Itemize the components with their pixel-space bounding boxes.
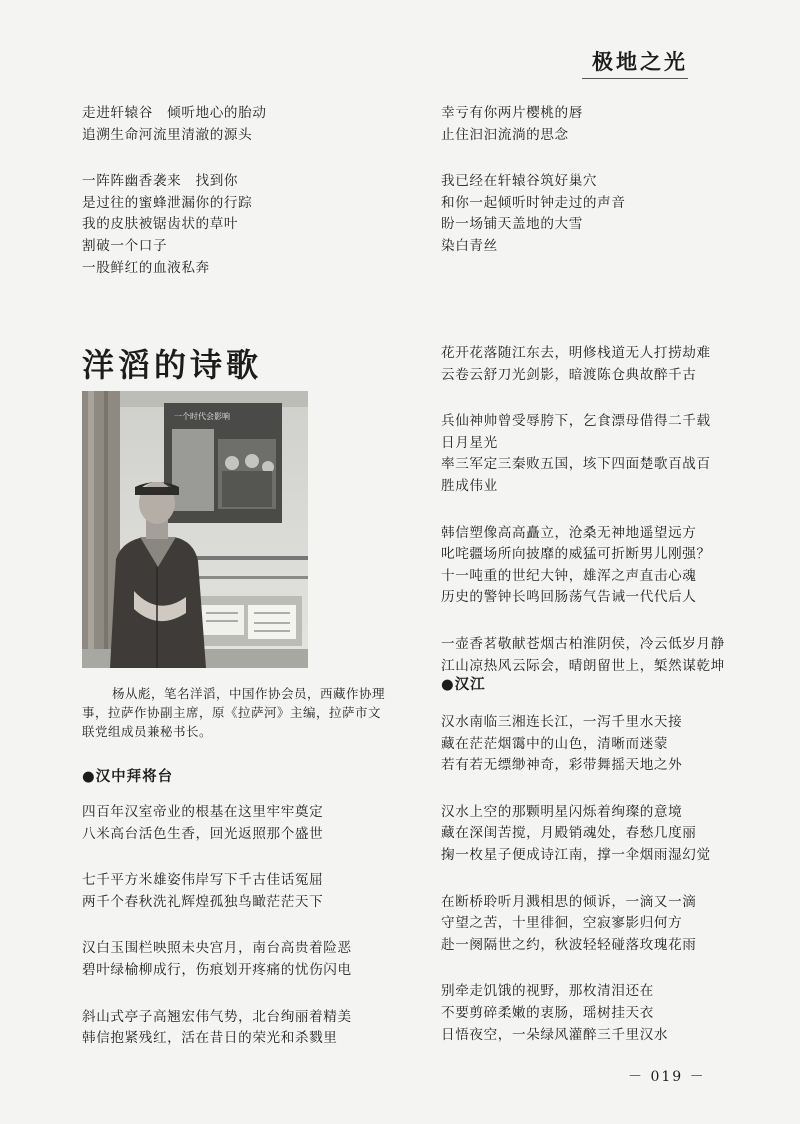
poem-line: 走进轩辕谷 倾听地心的胎动 — [82, 105, 267, 121]
poem-line: 藏在深闺苦搅，月殿销魂处，春愁几度丽 — [441, 825, 697, 842]
stanza — [441, 103, 626, 146]
poem-line: 七千平方米雄姿伟岸写下千古佳话冤屈 — [82, 872, 324, 889]
poem-line: 不要剪碎柔嫩的衷肠，瑶树挂天衣 — [441, 1004, 654, 1021]
author-photo-illustration — [82, 391, 308, 668]
poster-text: 一个时代会影响 — [174, 412, 230, 421]
poem-line: 止住汩汩流淌的思念 — [441, 126, 569, 143]
poem-line: 历史的警钟长鸣回肠荡气告诫一代代后人 — [441, 589, 697, 606]
poem-line: 别牵走饥饿的视野，那枚清泪还在 — [441, 983, 654, 1000]
poem-line: 率三军定三秦败五国，垓下四面楚歌百战百 — [441, 456, 711, 473]
stanza — [82, 870, 352, 913]
poem-line: 十一吨重的世纪大钟，雄浑之声直击心魂 — [441, 567, 697, 584]
stanza — [441, 712, 711, 777]
poem-line: 兵仙神帅曾受辱胯下，乞食漂母借得二千载 — [441, 413, 711, 430]
stanza — [82, 802, 352, 845]
author-photo — [82, 391, 308, 668]
poem-line: 四百年汉室帝业的根基在这里牢牢奠定 — [82, 804, 324, 820]
poem-line: 汉水上空的那颗明星闪烁着绚璨的意境 — [441, 803, 683, 820]
poem-line: 我的皮肤被锯齿状的草叶 — [82, 216, 239, 233]
poem-line: 韩信抱紧残红，活在昔日的荣光和杀戮里 — [82, 1030, 338, 1047]
section-heading-hanjiang: ●汉江 — [441, 677, 486, 693]
poem-line: 幸亏有你两片樱桃的唇 — [441, 105, 583, 121]
poem-line: 胜成伟业 — [441, 477, 498, 494]
right-column-poem — [441, 343, 725, 702]
article-title: 洋滔的诗歌 — [82, 346, 263, 384]
poem-line: 掬一枚星子便成诗江南，撑一伞烟雨湿幻觉 — [441, 846, 711, 863]
stanza — [441, 892, 711, 957]
stanza — [441, 523, 725, 609]
poem-line: 碧叶绿榆柳成行，伤痕划开疼痛的忧伤闪电 — [82, 961, 352, 978]
poem-line: 花开花落随江东去，明修栈道无人打捞劫难 — [441, 345, 711, 361]
poem-line: 江山凉热风云际会，晴朗留世上，椠然谋乾坤 — [441, 657, 725, 674]
top-right-poem — [441, 103, 626, 283]
section-heading-hanzhong: ●汉中拜将台 — [82, 769, 174, 785]
poem-line: 汉白玉围栏映照未央宫月，南台高贵着险恶 — [82, 940, 352, 957]
poem-line: 韩信塑像高高矗立，沧桑无神地遥望远方 — [441, 524, 697, 541]
poem-line: 日悟夜空，一朵绿风灌醉三千里汉水 — [441, 1026, 669, 1043]
poem-line: 守望之苦，十里徘徊，空寂寥影归何方 — [441, 915, 683, 932]
poem-line: 一阵阵幽香袭来 找到你 — [82, 173, 239, 190]
poem-line: 我已经在轩辕谷筑好巢穴 — [441, 173, 598, 190]
poem-line: 斜山式亭子高翘宏伟气势，北台绚丽着精美 — [82, 1008, 352, 1025]
poem-line: 云卷云舒刀光剑影，暗渡陈仓典故醉千古 — [441, 366, 697, 383]
stanza — [441, 411, 725, 497]
page-header-title: 极地之光 — [592, 49, 688, 74]
stanza — [82, 171, 267, 279]
section2-poem — [441, 712, 711, 1071]
poem-line: 追溯生命河流里清澈的源头 — [82, 126, 253, 143]
stanza — [441, 802, 711, 867]
stanza — [441, 343, 725, 386]
poem-line: 日月星光 — [441, 434, 498, 451]
poem-line: 一股鲜红的血液私奔 — [82, 259, 210, 276]
header-rule — [582, 78, 688, 79]
poem-line: 藏在茫茫烟霭中的山色，清晰而迷蒙 — [441, 735, 669, 752]
stanza — [82, 938, 352, 981]
poem-line: 两千个春秋洗礼辉煌孤独鸟瞰茫茫天下 — [82, 893, 324, 910]
poem-line: 在断桥聆听月溅相思的倾诉，一滴又一滴 — [441, 893, 697, 910]
poem-line: 叱咤疆场所向披靡的威猛可折断男儿刚强？ — [441, 546, 711, 563]
stanza — [441, 981, 711, 1046]
poem-line: 是过往的蜜蜂泄漏你的行踪 — [82, 194, 253, 211]
poem-line: 盼一场铺天盖地的大雪 — [441, 216, 583, 233]
poem-line: 赴一阕隔世之约，秋波轻轻碰落玫瑰花雨 — [441, 936, 697, 953]
stanza — [82, 103, 267, 146]
poem-line: 和你一起倾听时钟走过的声音 — [441, 194, 626, 211]
poem-line: 八米高台活色生香，回光返照那个盛世 — [82, 825, 324, 842]
poem-line: 染白青丝 — [441, 237, 498, 254]
poem-line: 汉水南临三湘连长江，一泻千里水天接 — [441, 714, 683, 730]
poem-line: 若有若无缥缈神奇，彩带舞摇天地之外 — [441, 757, 683, 774]
page-number: － 019 － — [628, 1069, 706, 1085]
stanza — [82, 1007, 352, 1050]
author-bio-caption: 杨从彪，笔名洋滔，中国作协会员，西藏作协理事，拉萨作协副主席，原《拉萨河》主编，拉萨市文联党组成员兼秘书长。 — [82, 686, 386, 739]
poem-line: 一壶香茗敬献苍烟古柏淮阴侯，冷云低岁月静 — [441, 635, 725, 652]
poem-line: 割破一个口子 — [82, 237, 168, 254]
section1-poem — [82, 802, 352, 1075]
stanza — [441, 634, 725, 677]
stanza — [441, 171, 626, 257]
top-left-poem — [82, 103, 267, 304]
